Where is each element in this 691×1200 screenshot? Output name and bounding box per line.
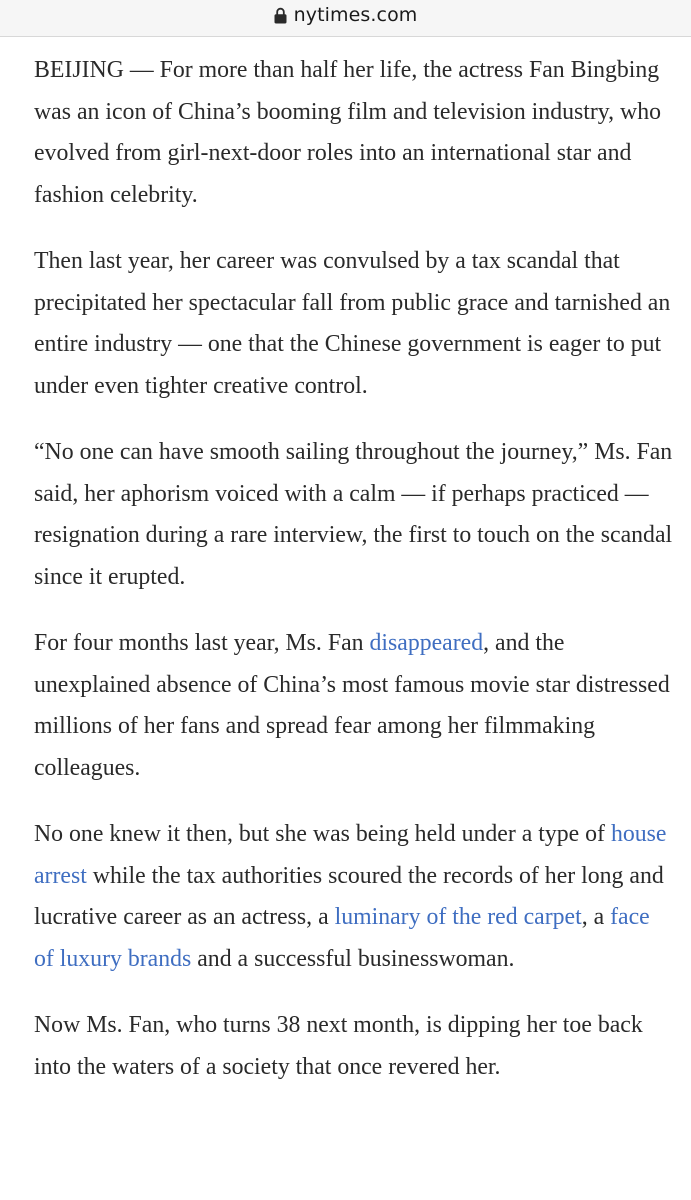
paragraph-text: and a successful businesswoman. [191,945,515,972]
article-paragraph-3: “No one can have smooth sailing throughout the journey,” Ms. Fan said, her aphorism voiced with a calm — if perhaps practiced — resignation during a rare interview, the first to touch on the scandal since it erupted. [34,439,673,590]
paragraph-text: while the tax authorities scoured the records of her long and lucrative career as an actress, a [34,862,664,930]
link-disappeared[interactable]: disappeared [369,630,484,656]
url-text: nytimes.com [293,4,418,26]
paragraph-text: , and the unexplained absence of China’s most famous movie star distressed millions of her fans and spread fear among her filmmaking colleagues. [34,630,670,781]
paragraph-text: For four months last year, Ms. Fan [34,630,370,656]
article-paragraph-2: Then last year, her career was convulsed by a tax scandal that precipitated her spectacular fall from public grace and tarnished an entire industry — one that the Chinese government is eager to put under even tighter creative control. [34,248,671,399]
browser-url-bar[interactable] [0,0,691,37]
link-face-of-luxury-brands[interactable]: face of luxury brands [34,904,650,972]
article-body [34,50,674,1113]
url-display[interactable] [274,4,418,26]
lock-icon [274,7,287,24]
link-luminary-of-the-red-carpet[interactable]: luminary of the red carpet [334,904,582,930]
article-paragraph-4 [34,623,674,789]
paragraph-text: , a [581,904,611,930]
article-paragraph-1: BEIJING — For more than half her life, the actress Fan Bingbing was an icon of China’s booming film and television industry, who evolved from girl-next-door roles into an international star and fashion celebrity. [34,57,662,208]
article-paragraph-5 [34,814,674,980]
paragraph-text: No one knew it then, but she was being held under a type of [34,821,611,847]
article-paragraph-6: Now Ms. Fan, who turns 38 next month, is dipping her toe back into the waters of a society that once revered her. [34,1012,643,1080]
link-house-arrest[interactable]: house arrest [34,821,667,889]
